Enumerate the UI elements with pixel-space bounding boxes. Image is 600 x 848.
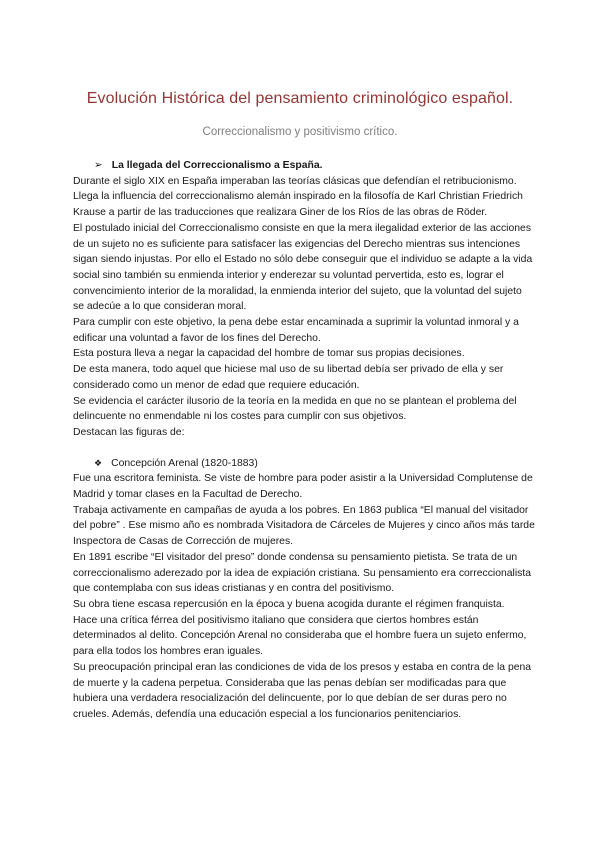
paragraph: Fue una escritora feminista. Se viste de hombre para poder asistir a la Universidad Complutense de Madrid y tomar clases en la Facultad de Derecho.: [73, 473, 533, 501]
paragraph: Esta postura lleva a negar la capacidad del hombre de tomar sus propias decisiones.: [73, 348, 465, 360]
paragraph: Llega la influencia del correccionalismo alemán inspirado en la filosofía de Karl Christian Friedrich Krause a partir de las traducciones que realizara Giner de los Ríos de las obras de Röder.: [73, 191, 523, 219]
paragraph: En 1891 escribe “El visitador del preso” donde condensa su pensamiento pietista. Se trata de un correccionalismo aderezado por la idea de expiación cristiana. Su pensamiento era correccionalista que contemplaba con sus ideas cristianas y en contra del positivismo.: [73, 551, 532, 595]
paragraph: Su preocupación principal eran las condiciones de vida de los presos y estaba en contra de la pena de muerte y la cadena perpetua. Consideraba que las penas debían ser modificadas para que hubiera una verdadera resocialización del delincuente, por lo que debían de ser duras pero no crueles. Además, defendía una educación especial a los funcionarios penitenciarios.: [73, 661, 532, 720]
paragraph: Destacan las figuras de:: [73, 426, 185, 438]
diamond-bullet-icon: ❖: [94, 457, 103, 468]
paragraph: Durante el siglo XIX en España imperaban las teorías clásicas que defendían el retribucionismo.: [73, 175, 517, 187]
paragraph: Hace una crítica férrea del positivismo italiano que considera que ciertos hombres están determinados al delito. Concepción Arenal no consideraba que el hombre fuera un sujeto enfermo, para ella todos los hombres eran iguales.: [73, 614, 527, 658]
paragraph: De esta manera, todo aquel que hiciese mal uso de su libertad debía ser privado de ella y ser considerado como un menor de edad que requiere educación.: [73, 364, 504, 391]
paragraph: Para cumplir con este objetivo, la pena debe estar encaminada a suprimir la voluntad inmoral y a edificar una voluntad a favor de los fines del Derecho.: [73, 317, 519, 344]
paragraph: Trabaja activamente en campañas de ayuda a los pobres. En 1863 publica “El manual del visitador del pobre” . Ese mismo año es nombrada Visitadora de Cárceles de Mujeres y cinco años más tarde Inspectora de Casas de Corrección de mujeres.: [73, 504, 535, 548]
arrow-bullet-icon: ➢: [94, 160, 103, 171]
paragraph: El postulado inicial del Correccionalismo consiste en que la mera ilegalidad exterior de las acciones de un sujeto no es suficiente para satisfacer las exigencias del Derecho mientras sus intenciones sigan siendo injustas. Por ello el Estado no sólo debe conseguir que el individuo se adapte a la vida social sino también su enmienda interior y enderezar su voluntad pervertida, esto es, lograr el convencimiento interior de la moralidad, la enmienda interior del sujeto, que la voluntad del sujeto se adecúe a lo que consideran moral.: [73, 222, 533, 313]
document-body: [73, 158, 535, 723]
document-title: Evolución Histórica del pensamiento criminológico español.: [86, 90, 514, 107]
document-subtitle: Correccionalismo y positivismo crítico.: [202, 126, 398, 138]
paragraph: Se evidencia el carácter ilusorio de la teoría en la medida en que no se plantean el problema del delincuente no enmendable ni los costes para cumplir con sus objetivos.: [73, 395, 517, 423]
section-heading: ➢ La llegada del Correccionalismo a España.: [94, 160, 323, 171]
subsection-heading: ❖ Concepción Arenal (1820-1883): [94, 457, 258, 469]
paragraph: Su obra tiene escasa repercusión en la época y buena acogida durante el régimen franquista.: [73, 598, 505, 610]
